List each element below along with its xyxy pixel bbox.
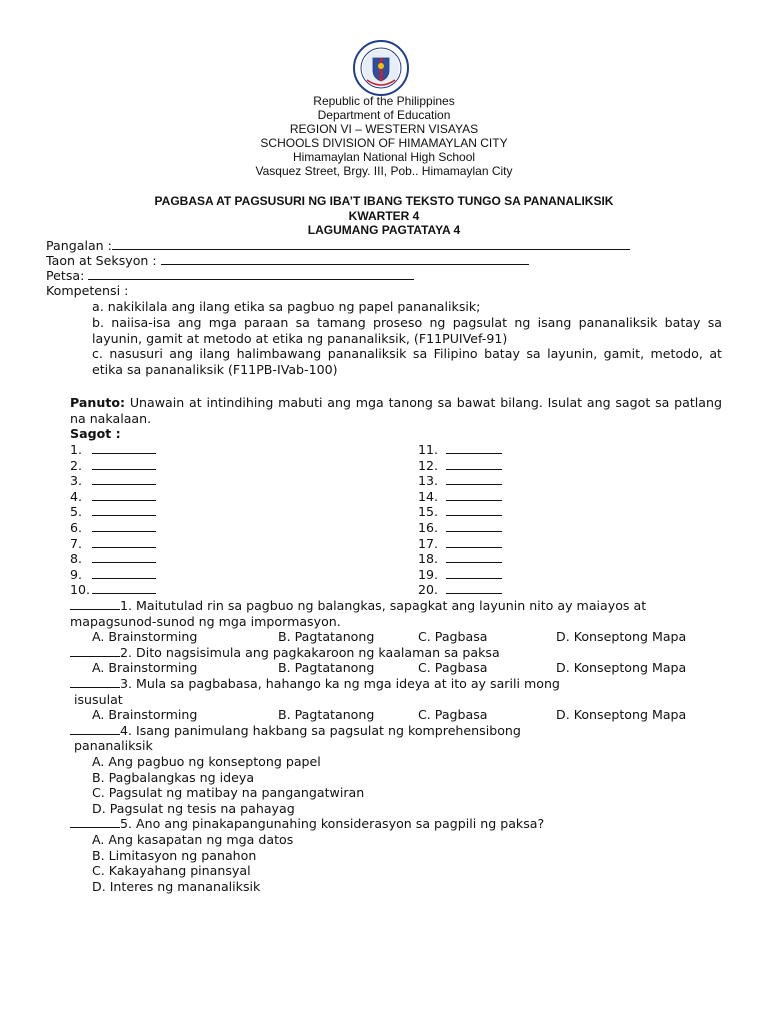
- answer-number: 15.: [418, 504, 439, 520]
- header-line: Republic of the Philippines: [313, 94, 455, 108]
- answer-row: [418, 536, 502, 552]
- question-text: 5. Ano ang pinakapangunahing konsiderasyon sa pagpili ng paksa?: [120, 816, 545, 832]
- choice-option[interactable]: B. Pagbalangkas ng ideya: [92, 769, 255, 785]
- section-blank[interactable]: [161, 253, 529, 265]
- exam-titles: [0, 194, 768, 238]
- answer-blank[interactable]: [92, 536, 156, 548]
- section-field: [46, 253, 529, 269]
- date-blank[interactable]: [88, 268, 414, 280]
- header-line: Vasquez Street, Brgy. III, Pob.. Himamaylan City: [255, 164, 513, 178]
- header-line: Department of Education: [317, 108, 451, 122]
- choice-option[interactable]: C. Pagsulat ng matibay na pangangatwiran: [92, 785, 365, 801]
- question-blank[interactable]: [70, 598, 120, 610]
- question-text: 2. Dito nagsisimula ang pagkakaroon ng kaalaman sa paksa: [120, 644, 500, 660]
- question-text: 4. Isang panimulang hakbang sa pagsulat ng komprehensibong: [120, 722, 521, 738]
- choice-option[interactable]: D. Interes ng mananaliksik: [92, 878, 261, 894]
- question-stem: [70, 816, 544, 832]
- answer-number: 2.: [70, 457, 83, 473]
- question-blank[interactable]: [70, 676, 120, 688]
- answer-number: 11.: [418, 442, 439, 457]
- competency-item: b. naiisa-isa ang mga paraan sa tamang proseso ng pagsulat ng isang pananaliksik batay sa layunin, gamit at metodo at etika ng pananaliksik, (F11PUIVef-91): [92, 315, 722, 346]
- question-text: 3. Mula sa pagbabasa, hahango ka ng mga ideya at ito ay sarili mong: [120, 676, 560, 691]
- choice-option[interactable]: D. Pagsulat ng tesis na pahayag: [92, 800, 295, 816]
- answer-row: [70, 520, 156, 536]
- answer-row: [70, 442, 156, 458]
- question-blank[interactable]: [70, 816, 120, 828]
- choice-option[interactable]: C. Pagbasa: [418, 660, 488, 676]
- question-stem: [70, 598, 646, 614]
- answer-blank[interactable]: [446, 582, 502, 594]
- answer-row: [418, 473, 502, 489]
- question-stem: [70, 676, 560, 692]
- answer-number: 9.: [70, 566, 83, 582]
- answer-number: 16.: [418, 520, 439, 535]
- answer-number: 1.: [70, 442, 83, 457]
- answer-blank[interactable]: [446, 504, 502, 516]
- choice-option[interactable]: A. Ang pagbuo ng konseptong papel: [92, 754, 321, 769]
- answer-row: [70, 567, 156, 583]
- question-text-continued: mapagsunod-sunod ng mga impormasyon.: [70, 613, 341, 629]
- answer-blank[interactable]: [92, 473, 156, 485]
- subject-title: PAGBASA AT PAGSUSURI NG IBA’T IBANG TEKSTO TUNGO SA PANANALIKSIK: [154, 194, 614, 208]
- question-text: 1. Maitutulad rin sa pagbuo ng balangkas, sapagkat ang layunin nito ay maiayos at: [120, 598, 647, 613]
- answer-row: [418, 582, 502, 598]
- answer-blank[interactable]: [92, 567, 156, 579]
- instructions-label: Panuto:: [70, 395, 126, 410]
- answer-blank[interactable]: [92, 442, 156, 454]
- answer-blank[interactable]: [92, 504, 156, 516]
- answer-number: 8.: [70, 551, 83, 567]
- header-line: SCHOOLS DIVISION OF HIMAMAYLAN CITY: [260, 136, 508, 150]
- school-header: [0, 94, 768, 178]
- choice-option[interactable]: A. Brainstorming: [92, 629, 198, 645]
- choice-option[interactable]: A. Ang kasapatan ng mga datos: [92, 832, 294, 847]
- answer-row: [418, 442, 502, 458]
- answer-number: 5.: [70, 504, 83, 520]
- answer-blank[interactable]: [446, 567, 502, 579]
- competency-item: a. nakikilala ang ilang etika sa pagbuo ng papel pananaliksik;: [92, 299, 481, 314]
- answer-row: [70, 582, 156, 598]
- choice-option[interactable]: B. Pagtatanong: [278, 660, 375, 676]
- answer-row: [418, 489, 502, 505]
- choice-option[interactable]: C. Kakayahang pinansyal: [92, 863, 251, 879]
- answer-row: [418, 504, 502, 520]
- answer-blank[interactable]: [92, 489, 156, 501]
- choice-option[interactable]: A. Brainstorming: [92, 660, 198, 676]
- date-field: [46, 268, 414, 284]
- header-line: REGION VI – WESTERN VISAYAS: [289, 122, 479, 136]
- answer-blank[interactable]: [92, 520, 156, 532]
- answer-row: [70, 504, 156, 520]
- answer-blank[interactable]: [92, 582, 156, 594]
- header-line: Himamaylan National High School: [292, 150, 476, 164]
- choice-option[interactable]: D. Konseptong Mapa: [556, 707, 687, 723]
- answer-blank[interactable]: [446, 473, 502, 485]
- question-stem: [70, 645, 500, 661]
- choice-option[interactable]: D. Konseptong Mapa: [556, 629, 687, 645]
- answer-blank[interactable]: [92, 458, 156, 470]
- answer-blank[interactable]: [446, 536, 502, 548]
- answer-number: 7.: [70, 535, 83, 551]
- choice-option[interactable]: C. Pagbasa: [418, 707, 488, 723]
- choice-option[interactable]: A. Brainstorming: [92, 707, 198, 723]
- deped-seal-logo: [353, 40, 409, 96]
- answer-number: 3.: [70, 473, 83, 489]
- answer-blank[interactable]: [92, 551, 156, 563]
- choice-option[interactable]: B. Limitasyon ng panahon: [92, 847, 257, 863]
- instructions-text: Unawain at intindihing mabuti ang mga tanong sa bawat bilang. Isulat ang sagot sa patlang na nakalaan.: [70, 395, 722, 426]
- question-blank[interactable]: [70, 645, 120, 657]
- competency-item: c. nasusuri ang ilang halimbawang pananaliksik sa Filipino batay sa layunin, gamit, metodo, at etika sa pananaliksik (F11PB-IVab-100): [92, 346, 722, 377]
- answer-row: [418, 520, 502, 536]
- choice-option[interactable]: B. Pagtatanong: [278, 707, 375, 723]
- answer-number: 19.: [418, 566, 439, 582]
- answer-number: 4.: [70, 488, 83, 504]
- answer-row: [418, 458, 502, 474]
- answer-blank[interactable]: [446, 520, 502, 532]
- competency-label: Kompetensi :: [46, 283, 129, 298]
- answer-number: 13.: [418, 473, 439, 489]
- answer-number: 18.: [418, 551, 439, 567]
- choice-option[interactable]: D. Konseptong Mapa: [556, 660, 687, 676]
- answers-label: Sagot :: [70, 426, 121, 441]
- question-text-continued: pananaliksik: [74, 738, 153, 754]
- answer-blank[interactable]: [446, 442, 502, 454]
- answer-row: [70, 489, 156, 505]
- date-label: Petsa:: [46, 268, 85, 283]
- question-blank[interactable]: [70, 723, 120, 735]
- instructions: [70, 395, 722, 426]
- answer-blank[interactable]: [446, 489, 502, 501]
- answer-row: [418, 567, 502, 583]
- choice-option[interactable]: B. Pagtatanong: [278, 629, 375, 645]
- section-label: Taon at Seksyon :: [46, 253, 157, 268]
- answer-number: 12.: [418, 457, 439, 473]
- question-stem: [70, 723, 521, 739]
- answer-number: 20.: [418, 582, 439, 598]
- answer-row: [70, 551, 156, 567]
- name-label: Pangalan :: [46, 238, 112, 253]
- assessment-title: LAGUMANG PAGTATAYA 4: [307, 223, 461, 237]
- name-blank[interactable]: [112, 238, 630, 250]
- name-field: [46, 238, 630, 254]
- question-text-continued: isusulat: [74, 691, 123, 707]
- answer-number: 6.: [70, 520, 83, 535]
- choice-option[interactable]: C. Pagbasa: [418, 629, 488, 645]
- quarter-title: KWARTER 4: [348, 208, 420, 223]
- answer-blank[interactable]: [446, 551, 502, 563]
- answer-row: [418, 551, 502, 567]
- answer-row: [70, 536, 156, 552]
- answer-number: 14.: [418, 488, 439, 504]
- answer-number: 17.: [418, 535, 439, 551]
- answer-row: [70, 458, 156, 474]
- answer-blank[interactable]: [446, 458, 502, 470]
- answer-number: 10.: [70, 582, 91, 598]
- answer-row: [70, 473, 156, 489]
